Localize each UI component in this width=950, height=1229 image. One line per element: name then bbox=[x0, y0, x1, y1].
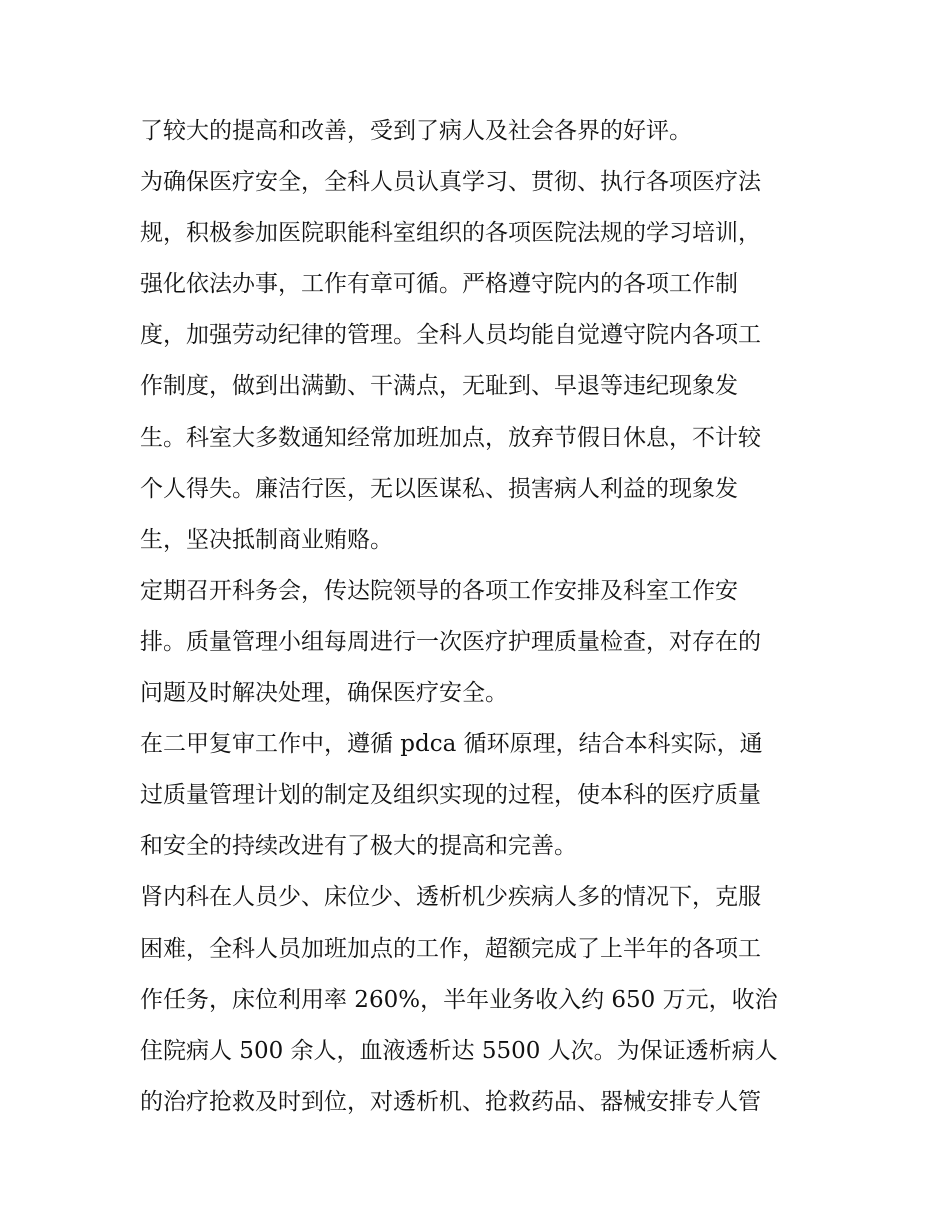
text-line: 度，加强劳动纪律的管理。全科人员均能自觉遵守院内各项工 bbox=[140, 322, 761, 349]
text-line: 的治疗抢救及时到位，对透析机、抢救药品、器械安排专人管 bbox=[140, 1088, 761, 1115]
text-line: 个人得失。廉洁行医，无以医谋私、损害病人利益的现象发 bbox=[140, 475, 738, 502]
text-line: 排。质量管理小组每周进行一次医疗护理质量检查，对存在的 bbox=[140, 628, 761, 655]
text-line: 强化依法办事，工作有章可循。严格遵守院内的各项工作制 bbox=[140, 271, 738, 298]
text-line: 肾内科在人员少、床位少、透析机少疾病人多的情况下，克服 bbox=[140, 884, 761, 911]
text-line: 为确保医疗安全，全科人员认真学习、贯彻、执行各项医疗法 bbox=[140, 169, 761, 196]
document-body bbox=[140, 106, 820, 1128]
text-line: 住院病人 500 余人，血液透析达 5500 人次。为保证透析病人 bbox=[140, 1037, 778, 1064]
text-line: 作任务，床位利用率 260%，半年业务收入约 650 万元，收治 bbox=[140, 986, 778, 1013]
text-line: 过质量管理计划的制定及组织实现的过程，使本科的医疗质量 bbox=[140, 782, 761, 809]
text-line: 生，坚决抵制商业贿赂。 bbox=[140, 526, 393, 553]
text-line: 问题及时解决处理，确保医疗安全。 bbox=[140, 680, 508, 707]
text-line: 生。科室大多数通知经常加班加点，放弃节假日休息，不计较 bbox=[140, 424, 761, 451]
text-line: 作制度，做到出满勤、干满点，无耻到、早退等违纪现象发 bbox=[140, 373, 738, 400]
text-line: 在二甲复审工作中，遵循 pdca 循环原理，结合本科实际，通 bbox=[140, 731, 763, 758]
text-line: 和安全的持续改进有了极大的提高和完善。 bbox=[140, 833, 577, 860]
text-line: 困难，全科人员加班加点的工作，超额完成了上半年的各项工 bbox=[140, 935, 761, 962]
text-line: 了较大的提高和改善，受到了病人及社会各界的好评。 bbox=[140, 118, 692, 144]
text-line: 规，积极参加医院职能科室组织的各项医院法规的学习培训， bbox=[140, 220, 761, 247]
text-line: 定期召开科务会，传达院领导的各项工作安排及科室工作安 bbox=[140, 577, 738, 604]
